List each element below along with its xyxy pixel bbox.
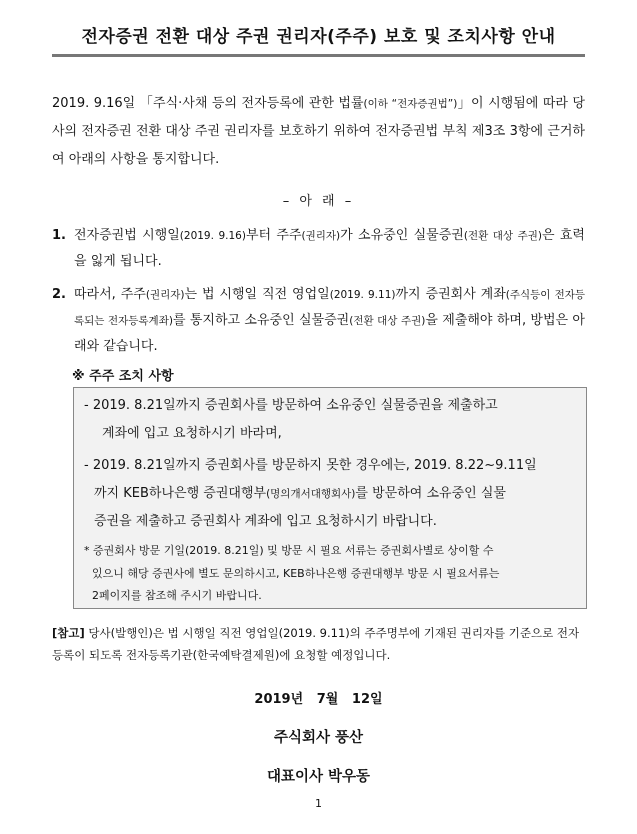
action-line: - 2019. 8.21일까지 증권회사를 방문하여 소유중인 실물증권을 제출하고 [84,398,498,413]
list-item-text: 따라서, 주주(권리자)는 법 시행일 직전 영업일(2019. 9.11)까지 증권회사 계좌(주식등이 전자등록되는 전자등록계좌)를 통지하고 소유중인 실물증권(전환 대상 주권)을 제출해야 하며, 방법은 아래와 같습니다. [74,287,585,354]
note-line: 2페이지를 참조해 주시기 바랍니다. [92,589,262,602]
note-line: 있으니 해당 증권사에 별도 문의하시고, KEB하나은행 증권대행부 방문 시 필요서류는 [92,567,500,580]
list-number: 2. [52,287,66,302]
shareholder-action-box [73,387,587,609]
intro-paragraph: 2019. 9.16일 「주식·사채 등의 전자등록에 관한 법률(이하 “전자증권법”)」이 시행됨에 따라 당사의 전자증권 전환 대상 주권 권리자를 보호하기 위하여 전자증권법 부칙 제3조 3항에 근거하여 아래의 사항을 통지합니다. [52,96,585,167]
company-name: 주식회사 풍산 [273,730,364,746]
reference-label: [참고] [52,626,85,640]
list-item-2 [52,282,585,359]
list-item-1 [52,223,585,274]
document-title: 전자증권 전환 대상 주권 권리자(주주) 보호 및 조치사항 안내 [52,22,585,57]
note-line: * 증권회사 방문 기일(2019. 8.21일) 및 방문 시 필요 서류는 증권회사별로 상이할 수 [84,544,494,557]
notice-heading: ※ 주주 조치 사항 [72,369,174,384]
action-line: - 2019. 8.21일까지 증권회사를 방문하지 못한 경우에는, 2019. 8.22~9.11일 [84,458,537,473]
action-line: 증권을 제출하고 증권회사 계좌에 입고 요청하시기 바랍니다. [94,514,437,529]
section-separator: – 아 래 – [282,194,355,209]
action-line: 까지 KEB하나은행 증권대행부(명의개서대행회사)를 방문하여 소유중인 실물 [94,486,506,501]
document-date: 2019년 7월 12일 [254,692,383,707]
page-number: 1 [315,797,322,810]
reference-note: [참고] 당사(발행인)은 법 시행일 직전 영업일(2019. 9.11)의 주주명부에 기재된 권리자를 기준으로 전자등록이 되도록 전자등록기관(한국예탁결제원)에 요청할 예정입니다. [52,626,580,662]
representative-name: 대표이사 박우동 [266,769,371,785]
list-item-text: 전자증권법 시행일(2019. 9.16)부터 주주(권리자)가 소유중인 실물증권(전환 대상 주권)은 효력을 잃게 됩니다. [74,228,585,269]
list-number: 1. [52,228,66,243]
action-line: 계좌에 입고 요청하시기 바라며, [102,426,282,441]
